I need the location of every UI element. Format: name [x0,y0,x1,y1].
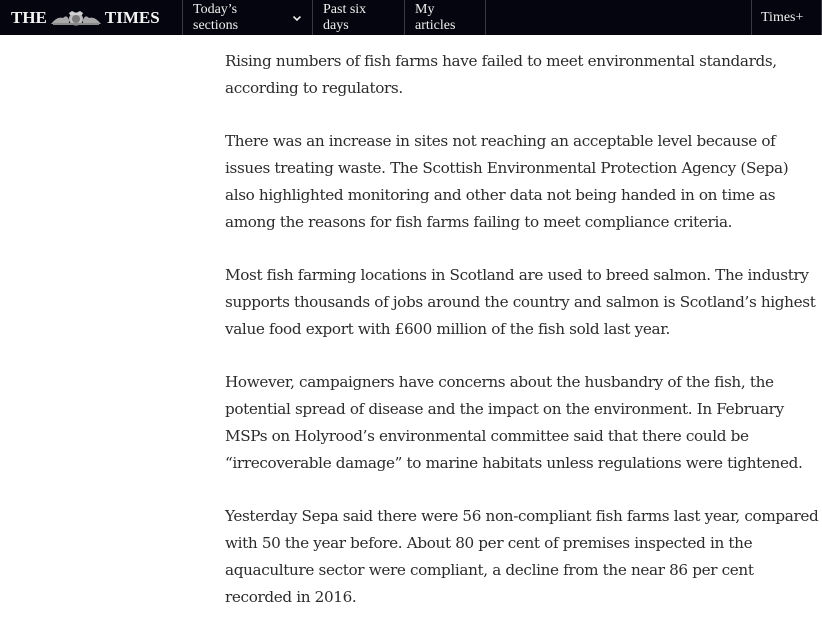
nav-times-plus-label: Times+ [761,9,804,25]
nav-todays-sections-label: Today’s sections [193,1,239,33]
top-navigation-bar [0,0,822,35]
chevron-down-icon [292,13,302,23]
article-paragraph: There was an increase in sites not reaching an acceptable level because of issues treating waste. The Scottish Environmental Protection Agency (Sepa) also highlighted monitoring and other data not being handed in on time as among the reasons for fish farms failing to meet compliance criteria. [225,132,789,231]
nav-my-articles[interactable] [404,0,486,35]
logo-text-the: THE [11,7,47,27]
royal-crest-icon [49,10,103,26]
nav-times-plus[interactable] [751,0,822,35]
nav-past-six-days[interactable] [312,0,404,35]
logo-text-times: TIMES [104,7,160,27]
article-paragraph: Rising numbers of fish farms have failed to meet environmental standards, according to regulators. [225,52,777,97]
article-paragraph: Yesterday Sepa said there were 56 non-compliant fish farms last year, compared with 50 the year before. About 80 per cent of premises inspected in the aquaculture sector were compliant, a decline from the near 86 per cent recorded in 2016. [225,507,819,606]
nav-my-articles-label: My articles [415,1,456,33]
article-body [225,48,820,637]
nav-todays-sections[interactable] [182,0,312,35]
article-paragraph: However, campaigners have concerns about the husbandry of the fish, the potential spread of disease and the impact on the environment. In February MSPs on Holyrood’s environmental committee said that there could be “irrecoverable damage” to marine habitats unless regulations were tightened. [225,373,803,472]
nav-past-six-days-label: Past six days [323,1,367,33]
times-logo-link[interactable] [11,0,160,35]
article-paragraph: Most fish farming locations in Scotland are used to breed salmon. The industry supports thousands of jobs around the country and salmon is Scotland’s highest value food export with £600 million of the fish sold last year. [225,266,816,338]
